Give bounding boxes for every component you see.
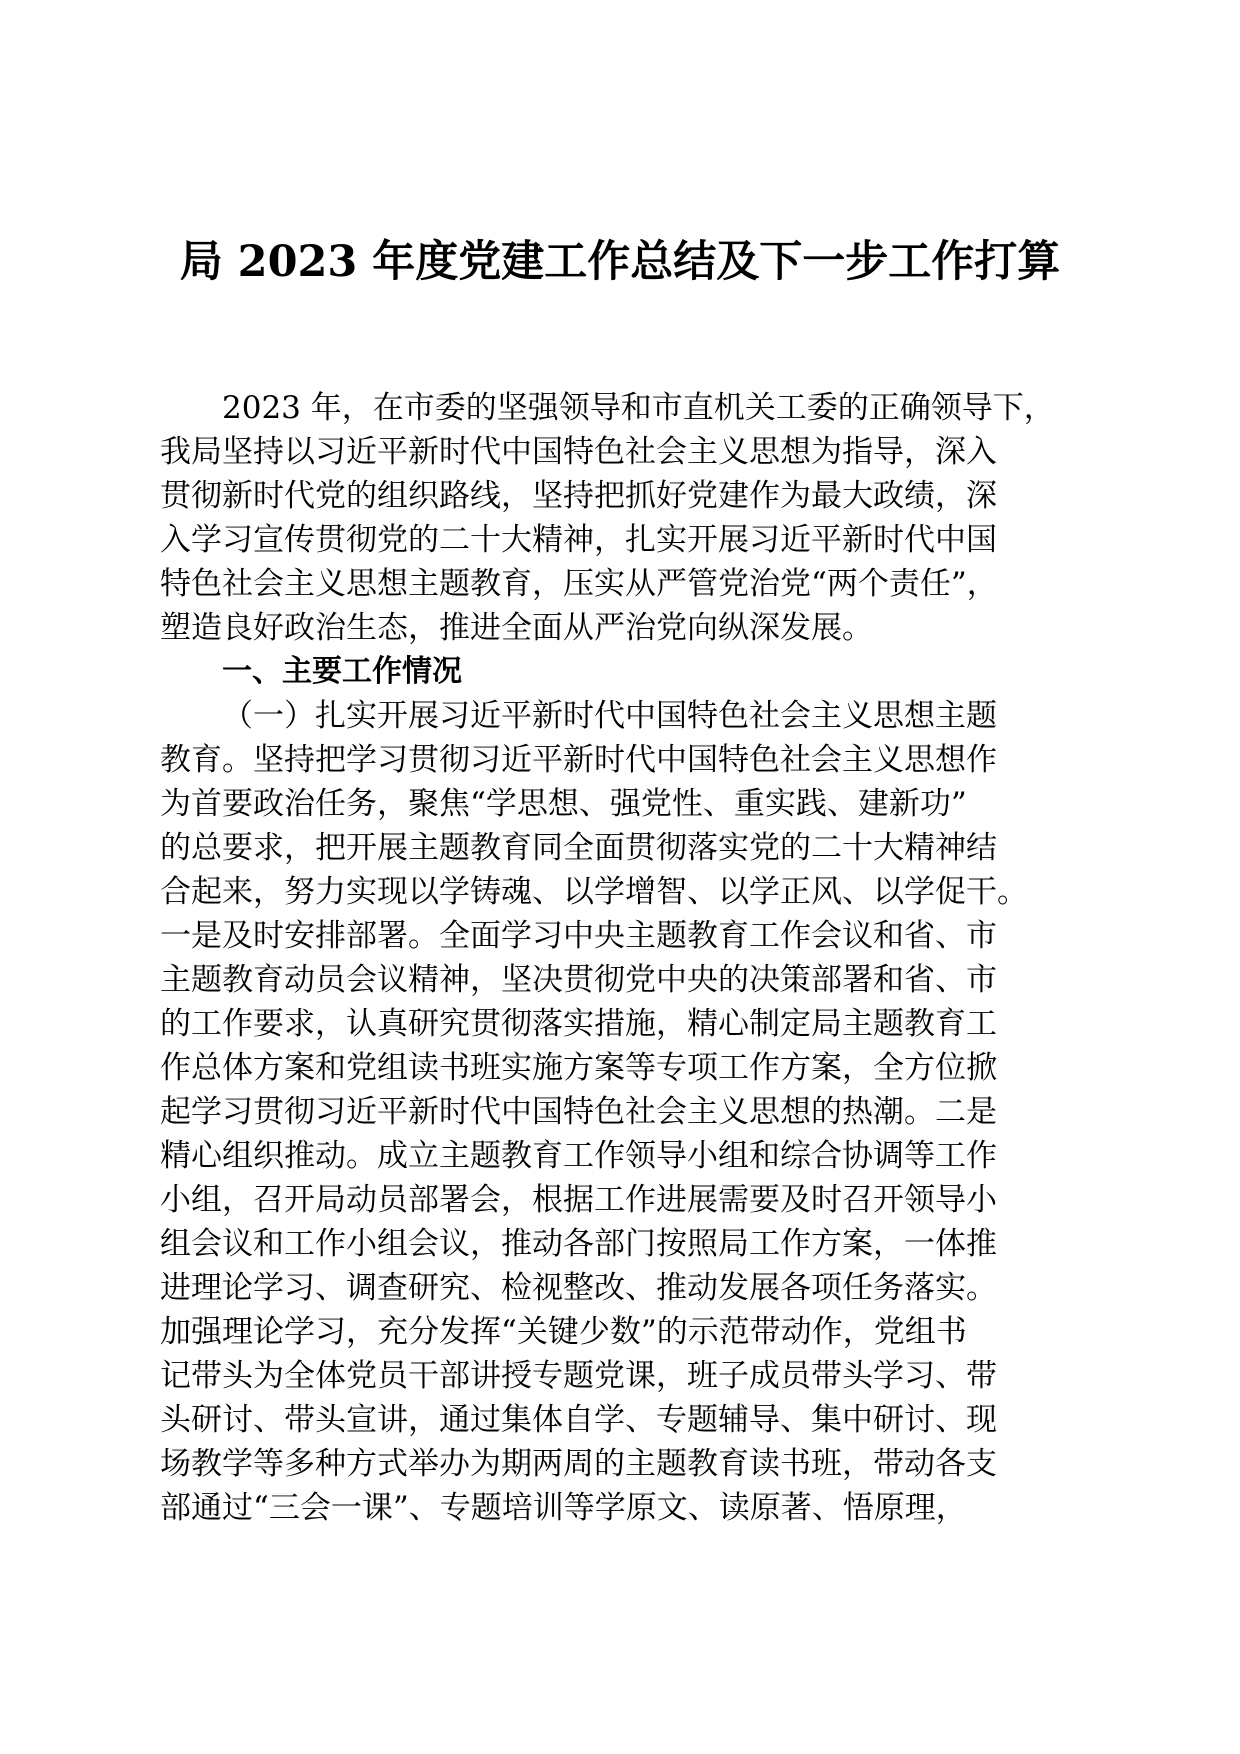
- body-line: 小组，召开局动员部署会，根据工作进展需要及时召开领导小: [160, 1182, 997, 1218]
- body-line: 一是及时安排部署。全面学习中央主题教育工作会议和省、市: [160, 918, 997, 954]
- intro-line: 特色社会主义思想主题教育，压实从严管党治党“两个责任”，: [160, 566, 998, 602]
- body-line: 精心组织推动。成立主题教育工作领导小组和综合协调等工作: [160, 1138, 997, 1174]
- body-line: 作总体方案和党组读书班实施方案等专项工作方案，全方位掀: [160, 1050, 997, 1086]
- body-line: 主题教育动员会议精神，坚决贯彻党中央的决策部署和省、市: [160, 962, 997, 998]
- body-line: 场教学等多种方式举办为期两周的主题教育读书班，带动各支: [160, 1446, 997, 1482]
- body-line: 的工作要求，认真研究贯彻落实措施，精心制定局主题教育工: [160, 1006, 997, 1042]
- document-title: 局 2023 年度党建工作总结及下一步工作打算: [179, 237, 1061, 287]
- body-line: （一）扎实开展习近平新时代中国特色社会主义思想主题: [222, 698, 997, 734]
- body-line: 组会议和工作小组会议，推动各部门按照局工作方案，一体推: [160, 1226, 997, 1262]
- body-line: 为首要政治任务，聚焦“学思想、强党性、重实践、建新功”: [160, 786, 967, 822]
- body-line: 合起来，努力实现以学铸魂、以学增智、以学正风、以学促干。: [160, 874, 1028, 910]
- intro-line: 贯彻新时代党的组织路线，坚持把抓好党建作为最大政绩，深: [160, 478, 997, 514]
- section-heading: 一、主要工作情况: [222, 654, 462, 689]
- intro-line: 塑造良好政治生态，推进全面从严治党向纵深发展。: [160, 610, 873, 646]
- body-line: 加强理论学习，充分发挥“关键少数”的示范带动作，党组书: [160, 1314, 967, 1350]
- intro-line: 2023 年，在市委的坚强领导和市直机关工委的正确领导下，: [222, 390, 1055, 426]
- intro-line: 我局坚持以习近平新时代中国特色社会主义思想为指导，深入: [160, 434, 997, 470]
- body-line: 起学习贯彻习近平新时代中国特色社会主义思想的热潮。二是: [160, 1094, 997, 1130]
- body-line: 头研讨、带头宣讲，通过集体自学、专题辅导、集中研讨、现: [160, 1402, 997, 1438]
- intro-line: 入学习宣传贯彻党的二十大精神，扎实开展习近平新时代中国: [160, 522, 997, 558]
- body-line: 记带头为全体党员干部讲授专题党课，班子成员带头学习、带: [160, 1358, 997, 1394]
- body-line: 的总要求，把开展主题教育同全面贯彻落实党的二十大精神结: [160, 830, 997, 866]
- body-line: 教育。坚持把学习贯彻习近平新时代中国特色社会主义思想作: [160, 742, 997, 778]
- body-line: 部通过“三会一课”、专题培训等学原文、读原著、悟原理，: [160, 1490, 967, 1526]
- body-line: 进理论学习、调查研究、检视整改、推动发展各项任务落实。: [160, 1270, 997, 1306]
